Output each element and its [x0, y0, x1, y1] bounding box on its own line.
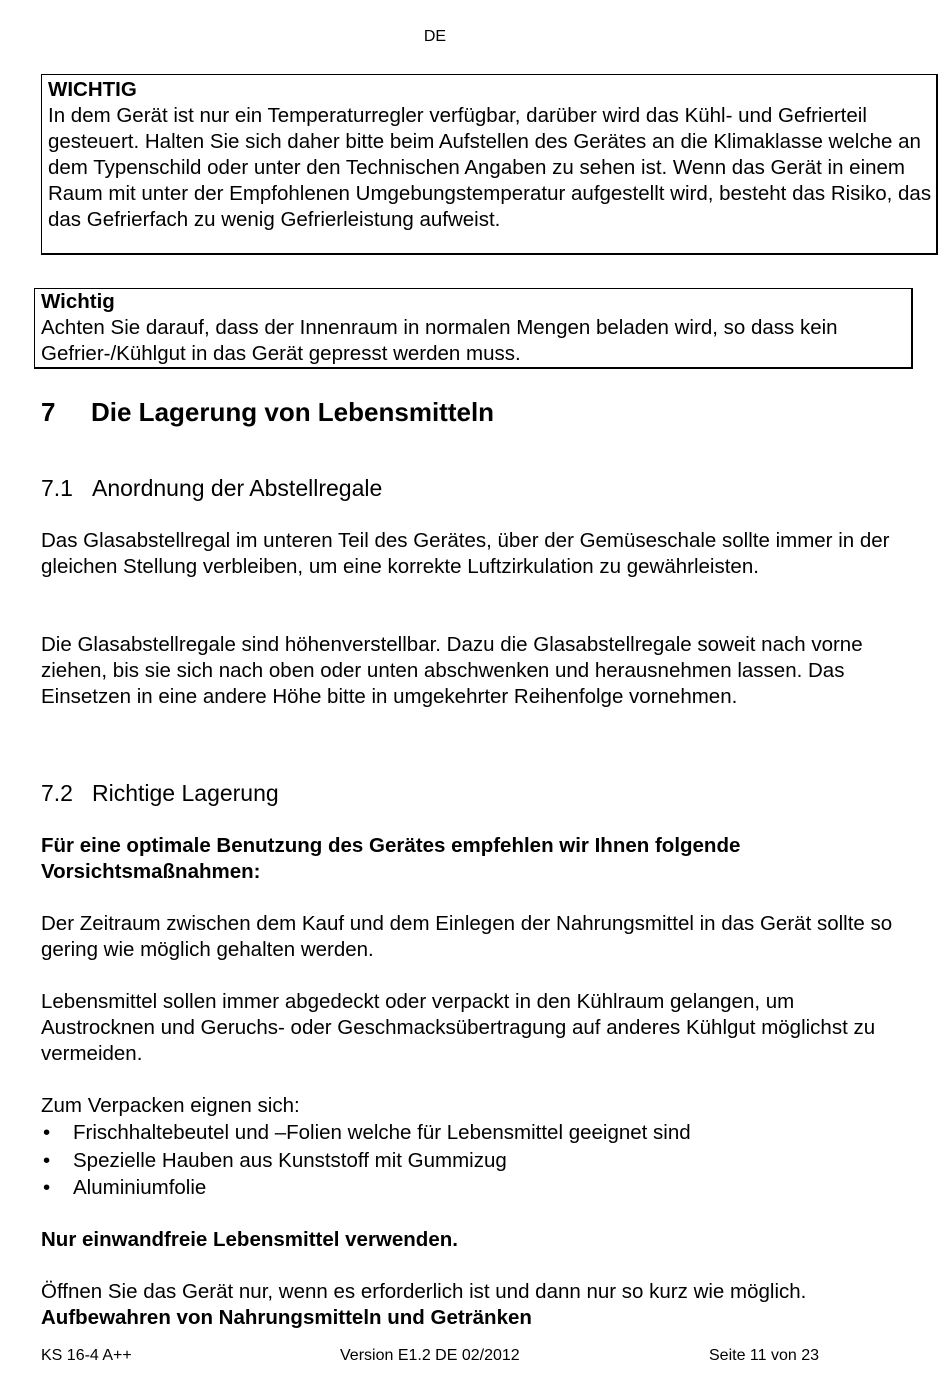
paragraph-covering-food: Lebensmittel sollen immer abgedeckt oder verpackt in den Kühlraum gelangen, um Austrocknen und Geruchs- oder Geschmacksübertragung auf anderes Kühlgut möglichst zu vermeiden.: [41, 990, 876, 1065]
paragraph-shelf-adjustment: Die Glasabstellregale sind höhenverstellbar. Dazu die Glasabstellregale soweit nach vorne ziehen, bis sie sich nach oben oder unten abschwenken und herausnehmen lassen. Das Einsetzen in eine andere Höhe bitte in umgekehrter Reihenfolge vornehmen.: [41, 633, 863, 708]
section-number: 7.1: [41, 475, 73, 501]
section-7-heading: [41, 396, 494, 428]
section-title: Die Lagerung von Lebensmitteln: [91, 397, 495, 427]
list-item: • Frischhaltebeutel und –Folien welche für Lebensmittel geeignet sind: [43, 1121, 691, 1144]
important-notice-body: Achten Sie darauf, dass der Innenraum in normalen Mengen beladen wird, so dass kein Gefrier-/Kühlgut in das Gerät gepresst werden muss.: [41, 316, 838, 365]
section-number: 7: [41, 397, 56, 427]
precautions-intro: Für eine optimale Benutzung des Gerätes empfehlen wir Ihnen folgende Vorsichtsmaßnahmen:: [41, 834, 741, 883]
bullet-icon: •: [43, 1121, 51, 1144]
storage-subheading: Aufbewahren von Nahrungsmitteln und Getränken: [41, 1306, 532, 1329]
section-number: 7.2: [41, 780, 73, 806]
list-item: • Aluminiumfolie: [43, 1176, 207, 1199]
important-notice-body: In dem Gerät ist nur ein Temperaturregler verfügbar, darüber wird das Kühl- und Gefrierteil gesteuert. Halten Sie sich daher bitte beim Aufstellen des Gerätes an die Klimaklasse welche an dem Typenschild oder unter den Technischen Angaben zu sehen ist. Wenn das Gerät in einem Raum mit unter der Empfohlenen Umgebungstemperatur aufgestellt wird, besteht das Risiko, das das Gefrierfach zu wenig Gefrierleistung aufweist.: [48, 104, 932, 231]
packaging-list: [41, 1120, 691, 1203]
paragraph-shelf-position: Das Glasabstellregal im unteren Teil des Gerätes, über der Gemüseschale sollte immer in der gleichen Stellung verbleiben, um eine korrekte Luftzirkulation zu gewährleisten.: [41, 529, 890, 578]
paragraph-storage-time: Der Zeitraum zwischen dem Kauf und dem Einlegen der Nahrungsmittel in das Gerät sollte so gering wie möglich gehalten werden.: [41, 912, 893, 961]
footer-model: KS 16-4 A++: [41, 1347, 132, 1364]
footer-page-number: Seite 11 von 23: [709, 1347, 820, 1364]
important-notice-box-1: [41, 74, 938, 255]
footer-version: Version E1.2 DE 02/2012: [340, 1347, 520, 1364]
header-language-code: DE: [423, 28, 447, 45]
section-7-2-heading: [41, 778, 279, 808]
section-title: Anordnung der Abstellregale: [92, 475, 383, 501]
important-notice-title: Wichtig: [41, 290, 115, 313]
bullet-icon: •: [43, 1148, 51, 1172]
paragraph-door-opening: Öffnen Sie das Gerät nur, wenn es erforderlich ist und dann nur so kurz wie möglich.: [41, 1280, 807, 1303]
bullet-icon: •: [43, 1176, 51, 1199]
packaging-list-intro: Zum Verpacken eignen sich:: [41, 1094, 300, 1117]
important-notice-box-2: [34, 288, 913, 369]
section-7-1-heading: [41, 473, 382, 503]
important-notice-title: WICHTIG: [48, 78, 137, 101]
list-item: • Spezielle Hauben aus Kunststoff mit Gummizug: [43, 1148, 507, 1172]
section-title: Richtige Lagerung: [92, 780, 279, 806]
fresh-food-note: Nur einwandfreie Lebensmittel verwenden.: [41, 1228, 458, 1251]
